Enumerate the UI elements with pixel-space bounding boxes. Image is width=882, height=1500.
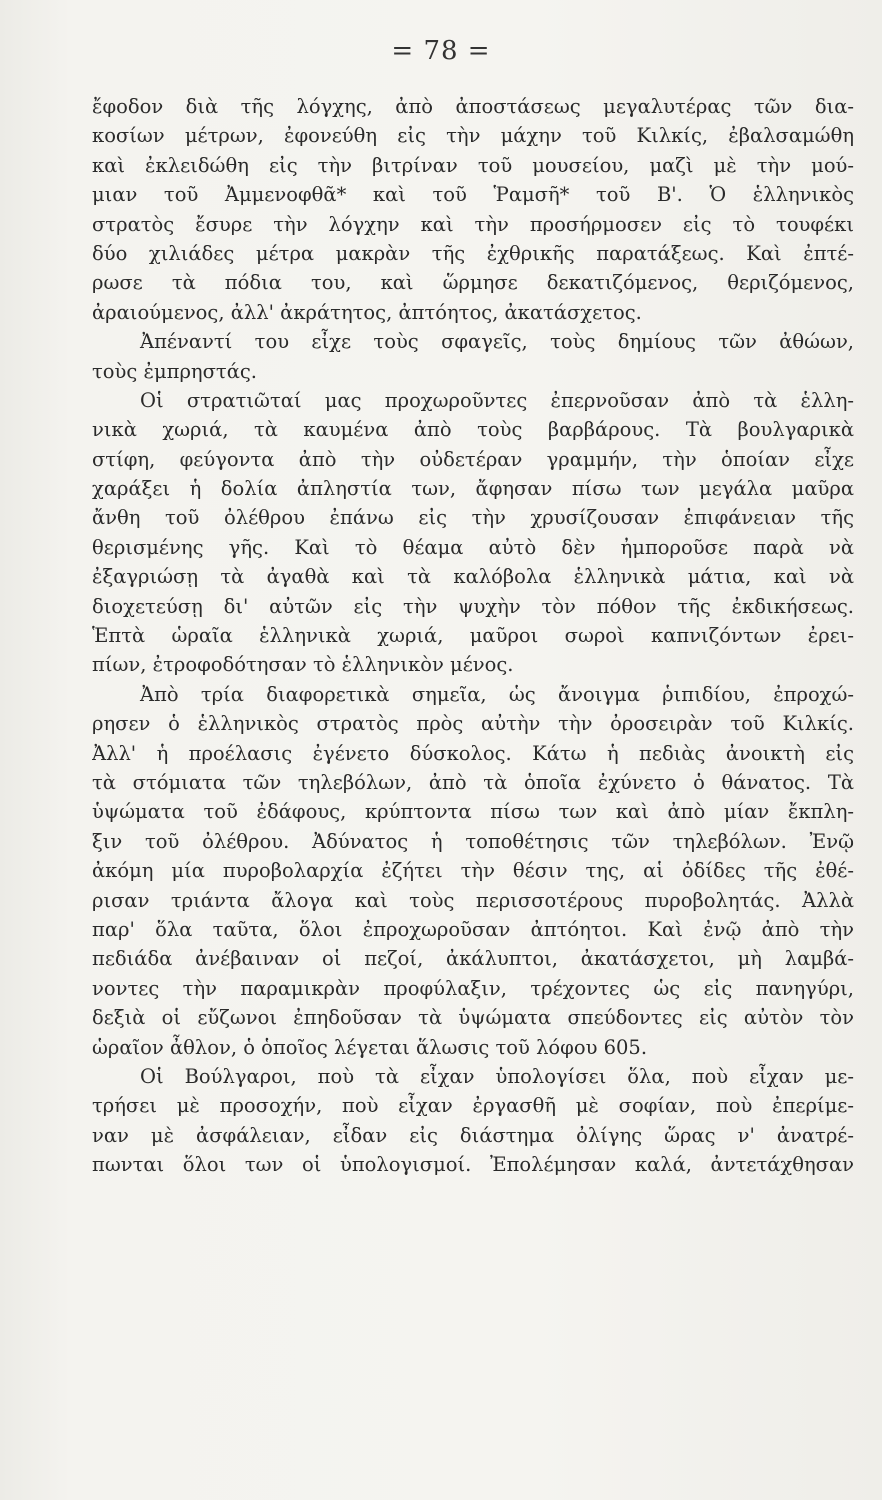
text-line: ὑψώματα τοῦ ἐδάφους, κρύπτοντα πίσω των καὶ ἀπὸ μίαν ἔκπλη- [92,800,854,824]
text-line: χαράξει ἡ δολία ἀπληστία των, ἄφησαν πίσω των μεγάλα μαῦρα [92,477,854,501]
text-line: νικὰ χωριά, τὰ καυμένα ἀπὸ τοὺς βαρβάρους. Τὰ βουλγαρικὰ [92,418,854,442]
text-line: στρατὸς ἔσυρε τὴν λόγχην καὶ τὴν προσήρμοσεν εἰς τὸ τουφέκι [92,212,854,236]
text-line: ἔφοδον διὰ τῆς λόγχης, ἀπὸ ἀποστάσεως μεγαλυτέρας τῶν δια- [92,95,854,118]
text-line: ναν μὲ ἀσφάλειαν, εἶδαν εἰς διάστημα ὀλίγης ὥρας ν' ἀνατρέ- [92,1123,854,1147]
text-line: πωνται ὅλοι των οἱ ὑπολογισμοί. Ἐπολέμησαν καλά, ἀντετάχθησαν [92,1153,854,1177]
text-line: Ἑπτὰ ὡραῖα ἑλληνικὰ χωριά, μαῦροι σωροὶ καπνιζόντων ἐρει- [92,624,854,648]
text-line: Οἱ Βούλγαροι, ποὺ τὰ εἶχαν ὑπολογίσει ὅλα, ποὺ εἶχαν με- [140,1064,854,1088]
text-line: τρήσει μὲ προσοχήν, ποὺ εἶχαν ἐργασθῆ μὲ σοφίαν, ποὺ ἐπερίμε- [92,1094,854,1118]
text-line: ἄνθη τοῦ ὀλέθρου ἐπάνω εἰς τὴν χρυσίζουσαν ἐπιφάνειαν τῆς [92,506,854,530]
text-line: παρ' ὅλα ταῦτα, ὅλοι ἐπροχωροῦσαν ἀπτόητοι. Καὶ ἐνῷ ἀπὸ τὴν [92,917,854,941]
text-line: ἐξαγριώσῃ τὰ ἀγαθὰ καὶ τὰ καλόβολα ἑλληνικὰ μάτια, καὶ νὰ [92,565,854,589]
text-line: θερισμένης γῆς. Καὶ τὸ θέαμα αὐτὸ δὲν ἠμποροῦσε παρὰ νὰ [92,535,854,559]
text-line: πεδιάδα ἀνέβαιναν οἱ πεζοί, ἀκάλυπτοι, ἀκατάσχετοι, μὴ λαμβά- [92,947,854,971]
text-line: ξιν τοῦ ὀλέθρου. Ἀδύνατος ἡ τοποθέτησις τῶν τηλεβόλων. Ἐνῷ [92,829,854,853]
text-line: ρισαν τριάντα ἄλογα καὶ τοὺς περισσοτέρους πυροβολητάς. Ἀλλὰ [92,888,854,912]
body-text [92,92,854,1179]
text-line: Ἀπὸ τρία διαφορετικὰ σημεῖα, ὡς ἄνοιγμα ῥιπιδίου, ἐπροχώ- [140,682,854,706]
text-line: ρησεν ὁ ἑλληνικὸς στρατὸς πρὸς αὐτὴν τὴν ὀροσειρὰν τοῦ Κιλκίς. [92,712,854,736]
text-line: τοὺς ἐμπρηστάς. [92,359,257,383]
text-line: δεξιὰ οἱ εὔζωνοι ἐπηδοῦσαν τὰ ὑψώματα σπεύδοντες εἰς αὐτὸν τὸν [92,1006,854,1030]
page-number: = 78 = [391,36,491,66]
text-line: Οἱ στρατιῶταί μας προχωροῦντες ἐπερνοῦσαν ἀπὸ τὰ ἑλλη- [140,388,854,412]
text-line: καὶ ἐκλειδώθη εἰς τὴν βιτρίναν τοῦ μουσείου, μαζὶ μὲ τὴν μού- [92,153,854,177]
text-line: νοντες τὴν παραμικρὰν προφύλαξιν, τρέχοντες ὡς εἰς πανηγύρι, [92,976,854,1000]
text-line: δύο χιλιάδες μέτρα μακρὰν τῆς ἐχθρικῆς παρατάξεως. Καὶ ἐπτέ- [92,241,854,265]
text-line: μιαν τοῦ Ἀμμενοφθᾶ* καὶ τοῦ Ῥαμσῆ* τοῦ Β'. Ὁ ἑλληνικὸς [92,183,854,207]
text-line: στίφη, φεύγοντα ἀπὸ τὴν οὐδετέραν γραμμήν, τὴν ὁποίαν εἶχε [92,447,854,471]
text-line: Ἀπέναντί του εἶχε τοὺς σφαγεῖς, τοὺς δημίους τῶν ἀθώων, [140,330,854,354]
text-line: ρωσε τὰ πόδια του, καὶ ὥρμησε δεκατιζόμενος, θεριζόμενος, [92,271,854,295]
text-line: ἀκόμη μία πυροβολαρχία ἐζήτει τὴν θέσιν της, αἱ ὀδίδες τῆς ἐθέ- [92,859,854,883]
text-line: Ἀλλ' ἡ προέλασις ἐγένετο δύσκολος. Κάτω ἡ πεδιὰς ἀνοικτὴ εἰς [92,741,854,765]
text-line: πίων, ἐτροφοδότησαν τὸ ἑλληνικὸν μένος. [92,653,514,677]
text-line: ἀραιούμενος, ἀλλ' ἀκράτητος, ἀπτόητος, ἀκατάσχετος. [92,300,642,324]
text-line: κοσίων μέτρων, ἐφονεύθη εἰς τὴν μάχην τοῦ Κιλκίς, ἐβαλσαμώθη [92,124,854,148]
text-line: διοχετεύσῃ δι' αὐτῶν εἰς τὴν ψυχὴν τὸν πόθον τῆς ἐκδικήσεως. [92,594,854,618]
text-line: τὰ στόμιατα τῶν τηλεβόλων, ἀπὸ τὰ ὁποῖα ἐχύνετο ὁ θάνατος. Τὰ [92,770,854,794]
text-line: ὡραῖον ἆθλον, ὁ ὁποῖος λέγεται ἅλωσις τοῦ λόφου 605. [92,1035,648,1059]
